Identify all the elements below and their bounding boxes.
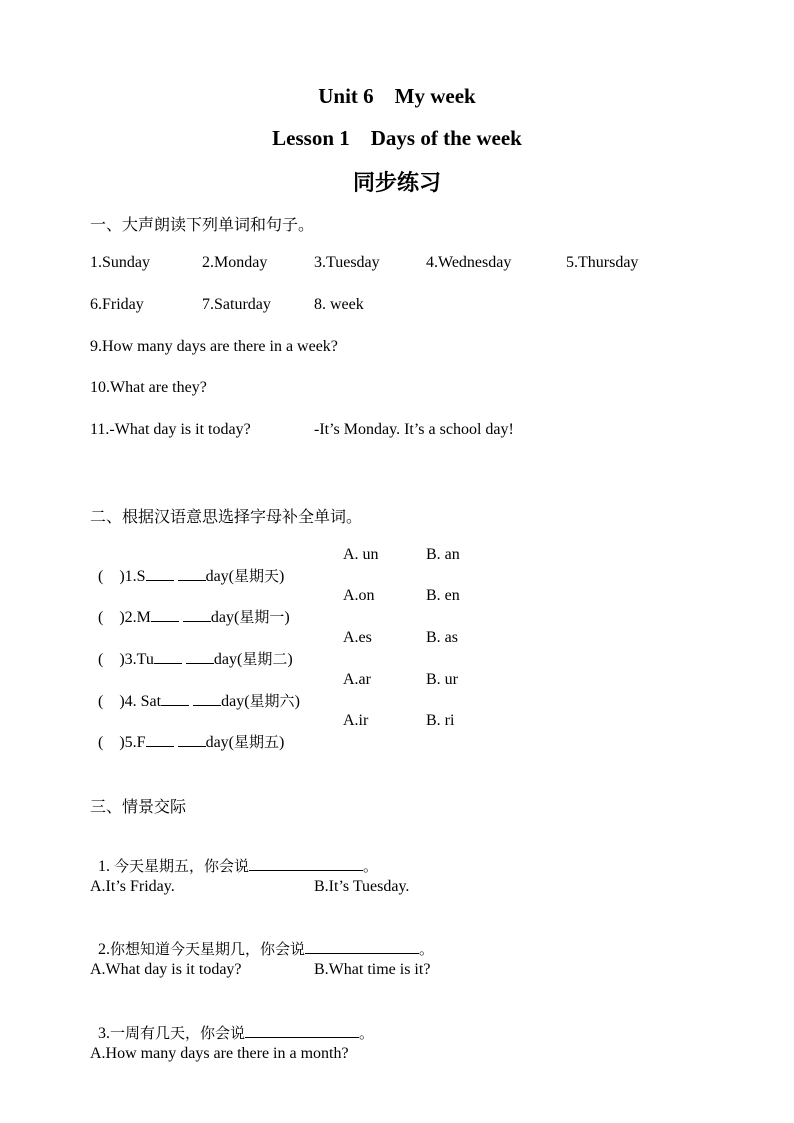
- word-item: 8. week: [314, 296, 364, 313]
- answer-parenthesis[interactable]: ( ): [98, 651, 125, 668]
- option-a: A.How many days are there in a month?: [90, 1045, 349, 1062]
- question-2: 2.你想知道今天星期几，你会说 。: [90, 919, 434, 959]
- sentence-9: 9.How many days are there in a week?: [90, 338, 338, 355]
- answer-blank[interactable]: [245, 1021, 359, 1038]
- option-a: A.ir: [343, 712, 369, 729]
- answer-parenthesis[interactable]: ( ): [98, 734, 125, 751]
- option-b: B. ri: [426, 712, 455, 729]
- section3-heading: 三、情景交际: [90, 797, 187, 816]
- blank[interactable]: [178, 564, 206, 581]
- word-item: 6.Friday: [90, 296, 144, 313]
- word-item: 3.Tuesday: [314, 254, 380, 271]
- page-subtitle: 同步练习: [352, 171, 441, 196]
- blank[interactable]: [154, 647, 182, 664]
- unit-title: Unit 6 My week: [318, 84, 476, 108]
- option-b: B.It’s Tuesday.: [314, 878, 410, 895]
- fill-item: ( )3.Tu day(星期二): [90, 629, 293, 669]
- option-b: B. an: [426, 546, 460, 563]
- answer-blank[interactable]: [305, 937, 419, 954]
- option-b: B. ur: [426, 671, 458, 688]
- blank[interactable]: [161, 689, 189, 706]
- fill-item: ( )1.S day(星期天): [90, 546, 284, 586]
- option-a: A.It’s Friday.: [90, 878, 175, 895]
- blank[interactable]: [178, 730, 206, 747]
- word-item: 5.Thursday: [566, 254, 639, 271]
- sentence-11-question: 11.-What day is it today?: [90, 421, 251, 438]
- question-3: 3.一周有几天，你会说 。: [90, 1003, 374, 1043]
- answer-parenthesis[interactable]: ( ): [98, 693, 125, 710]
- section1-heading: 一、大声朗读下列单词和句子。: [90, 215, 315, 234]
- blank[interactable]: [193, 689, 221, 706]
- fill-item: ( )4. Sat day(星期六): [90, 671, 300, 711]
- option-a: A.ar: [343, 671, 371, 688]
- sentence-10: 10.What are they?: [90, 379, 207, 396]
- section2-heading: 二、根据汉语意思选择字母补全单词。: [90, 507, 363, 526]
- fill-item: ( )5.F day(星期五): [90, 712, 284, 752]
- option-a: A.es: [343, 629, 372, 646]
- blank[interactable]: [186, 647, 214, 664]
- sentence-11-answer: -It’s Monday. It’s a school day!: [314, 421, 514, 438]
- option-a: A. un: [343, 546, 379, 563]
- answer-blank[interactable]: [249, 854, 363, 871]
- blank[interactable]: [146, 730, 174, 747]
- option-a: A.on: [343, 587, 375, 604]
- option-b: B. as: [426, 629, 458, 646]
- word-item: 7.Saturday: [202, 296, 271, 313]
- answer-parenthesis[interactable]: ( ): [98, 609, 125, 626]
- word-item: 4.Wednesday: [426, 254, 512, 271]
- blank[interactable]: [151, 605, 179, 622]
- blank[interactable]: [146, 564, 174, 581]
- word-item: 1.Sunday: [90, 254, 150, 271]
- blank[interactable]: [183, 605, 211, 622]
- answer-parenthesis[interactable]: ( ): [98, 568, 125, 585]
- option-b: B. en: [426, 587, 460, 604]
- question-1: 1. 今天星期五，你会说 。: [90, 836, 378, 876]
- word-item: 2.Monday: [202, 254, 268, 271]
- option-a: A.What day is it today?: [90, 961, 242, 978]
- fill-item: ( )2.M day(星期一): [90, 587, 290, 627]
- lesson-title: Lesson 1 Days of the week: [272, 126, 522, 150]
- option-b: B.What time is it?: [314, 961, 431, 978]
